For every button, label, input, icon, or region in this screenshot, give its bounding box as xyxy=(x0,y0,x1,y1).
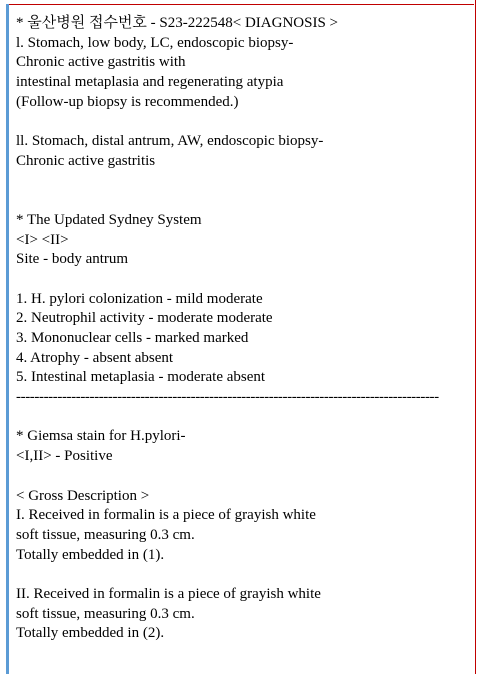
report-line: Chronic active gastritis xyxy=(16,152,156,169)
report-line xyxy=(16,565,476,585)
report-line: * The Updated Sydney System xyxy=(16,211,202,228)
report-line xyxy=(16,270,476,290)
report-line: Totally embedded in (2). xyxy=(16,625,165,642)
report-line: intestinal metaplasia and regenerating atypia xyxy=(16,74,284,91)
report-line: II. Received in formalin is a piece of grayish white xyxy=(16,585,321,602)
report-line: Site - body antrum xyxy=(16,251,129,268)
report-line: 3. Mononuclear cells - marked marked xyxy=(16,330,249,346)
report-line xyxy=(16,112,476,132)
report-line xyxy=(16,172,476,192)
report-line: <I> <II> xyxy=(16,231,69,248)
report-line: 1. H. pylori colonization - mild moderate xyxy=(16,290,263,307)
report-line: l. Stomach, low body, LC, endoscopic biopsy- xyxy=(16,34,294,51)
report-line: Chronic active gastritis with xyxy=(16,54,186,71)
report-line: < Gross Description > xyxy=(16,487,150,504)
pathology-report-text[interactable] xyxy=(16,14,476,644)
report-line: * Giemsa stain for H.pylori- xyxy=(16,428,186,445)
report-line xyxy=(16,191,476,211)
top-rule xyxy=(6,4,474,5)
report-line xyxy=(16,408,476,428)
report-header: * 울산병원 접수번호 - S23-222548< DIAGNOSIS > xyxy=(16,15,339,31)
report-line: <I,II> - Positive xyxy=(16,448,113,465)
report-line: Totally embedded in (1). xyxy=(16,546,165,563)
report-line: ll. Stomach, distal antrum, AW, endoscopic biopsy- xyxy=(16,133,324,150)
report-line: 5. Intestinal metaplasia - moderate absent xyxy=(16,369,266,386)
separator-line: -------------------------------------------------------------------------------------------- xyxy=(16,389,439,406)
report-line: soft tissue, measuring 0.3 cm. xyxy=(16,605,195,622)
report-line: (Follow-up biopsy is recommended.) xyxy=(16,93,239,110)
report-line: soft tissue, measuring 0.3 cm. xyxy=(16,526,195,543)
left-margin-bar xyxy=(6,4,9,674)
report-line: 4. Atrophy - absent absent xyxy=(16,349,174,366)
report-line: 2. Neutrophil activity - moderate moderate xyxy=(16,310,273,327)
report-line: I. Received in formalin is a piece of grayish white xyxy=(16,507,316,524)
report-line xyxy=(16,467,476,487)
